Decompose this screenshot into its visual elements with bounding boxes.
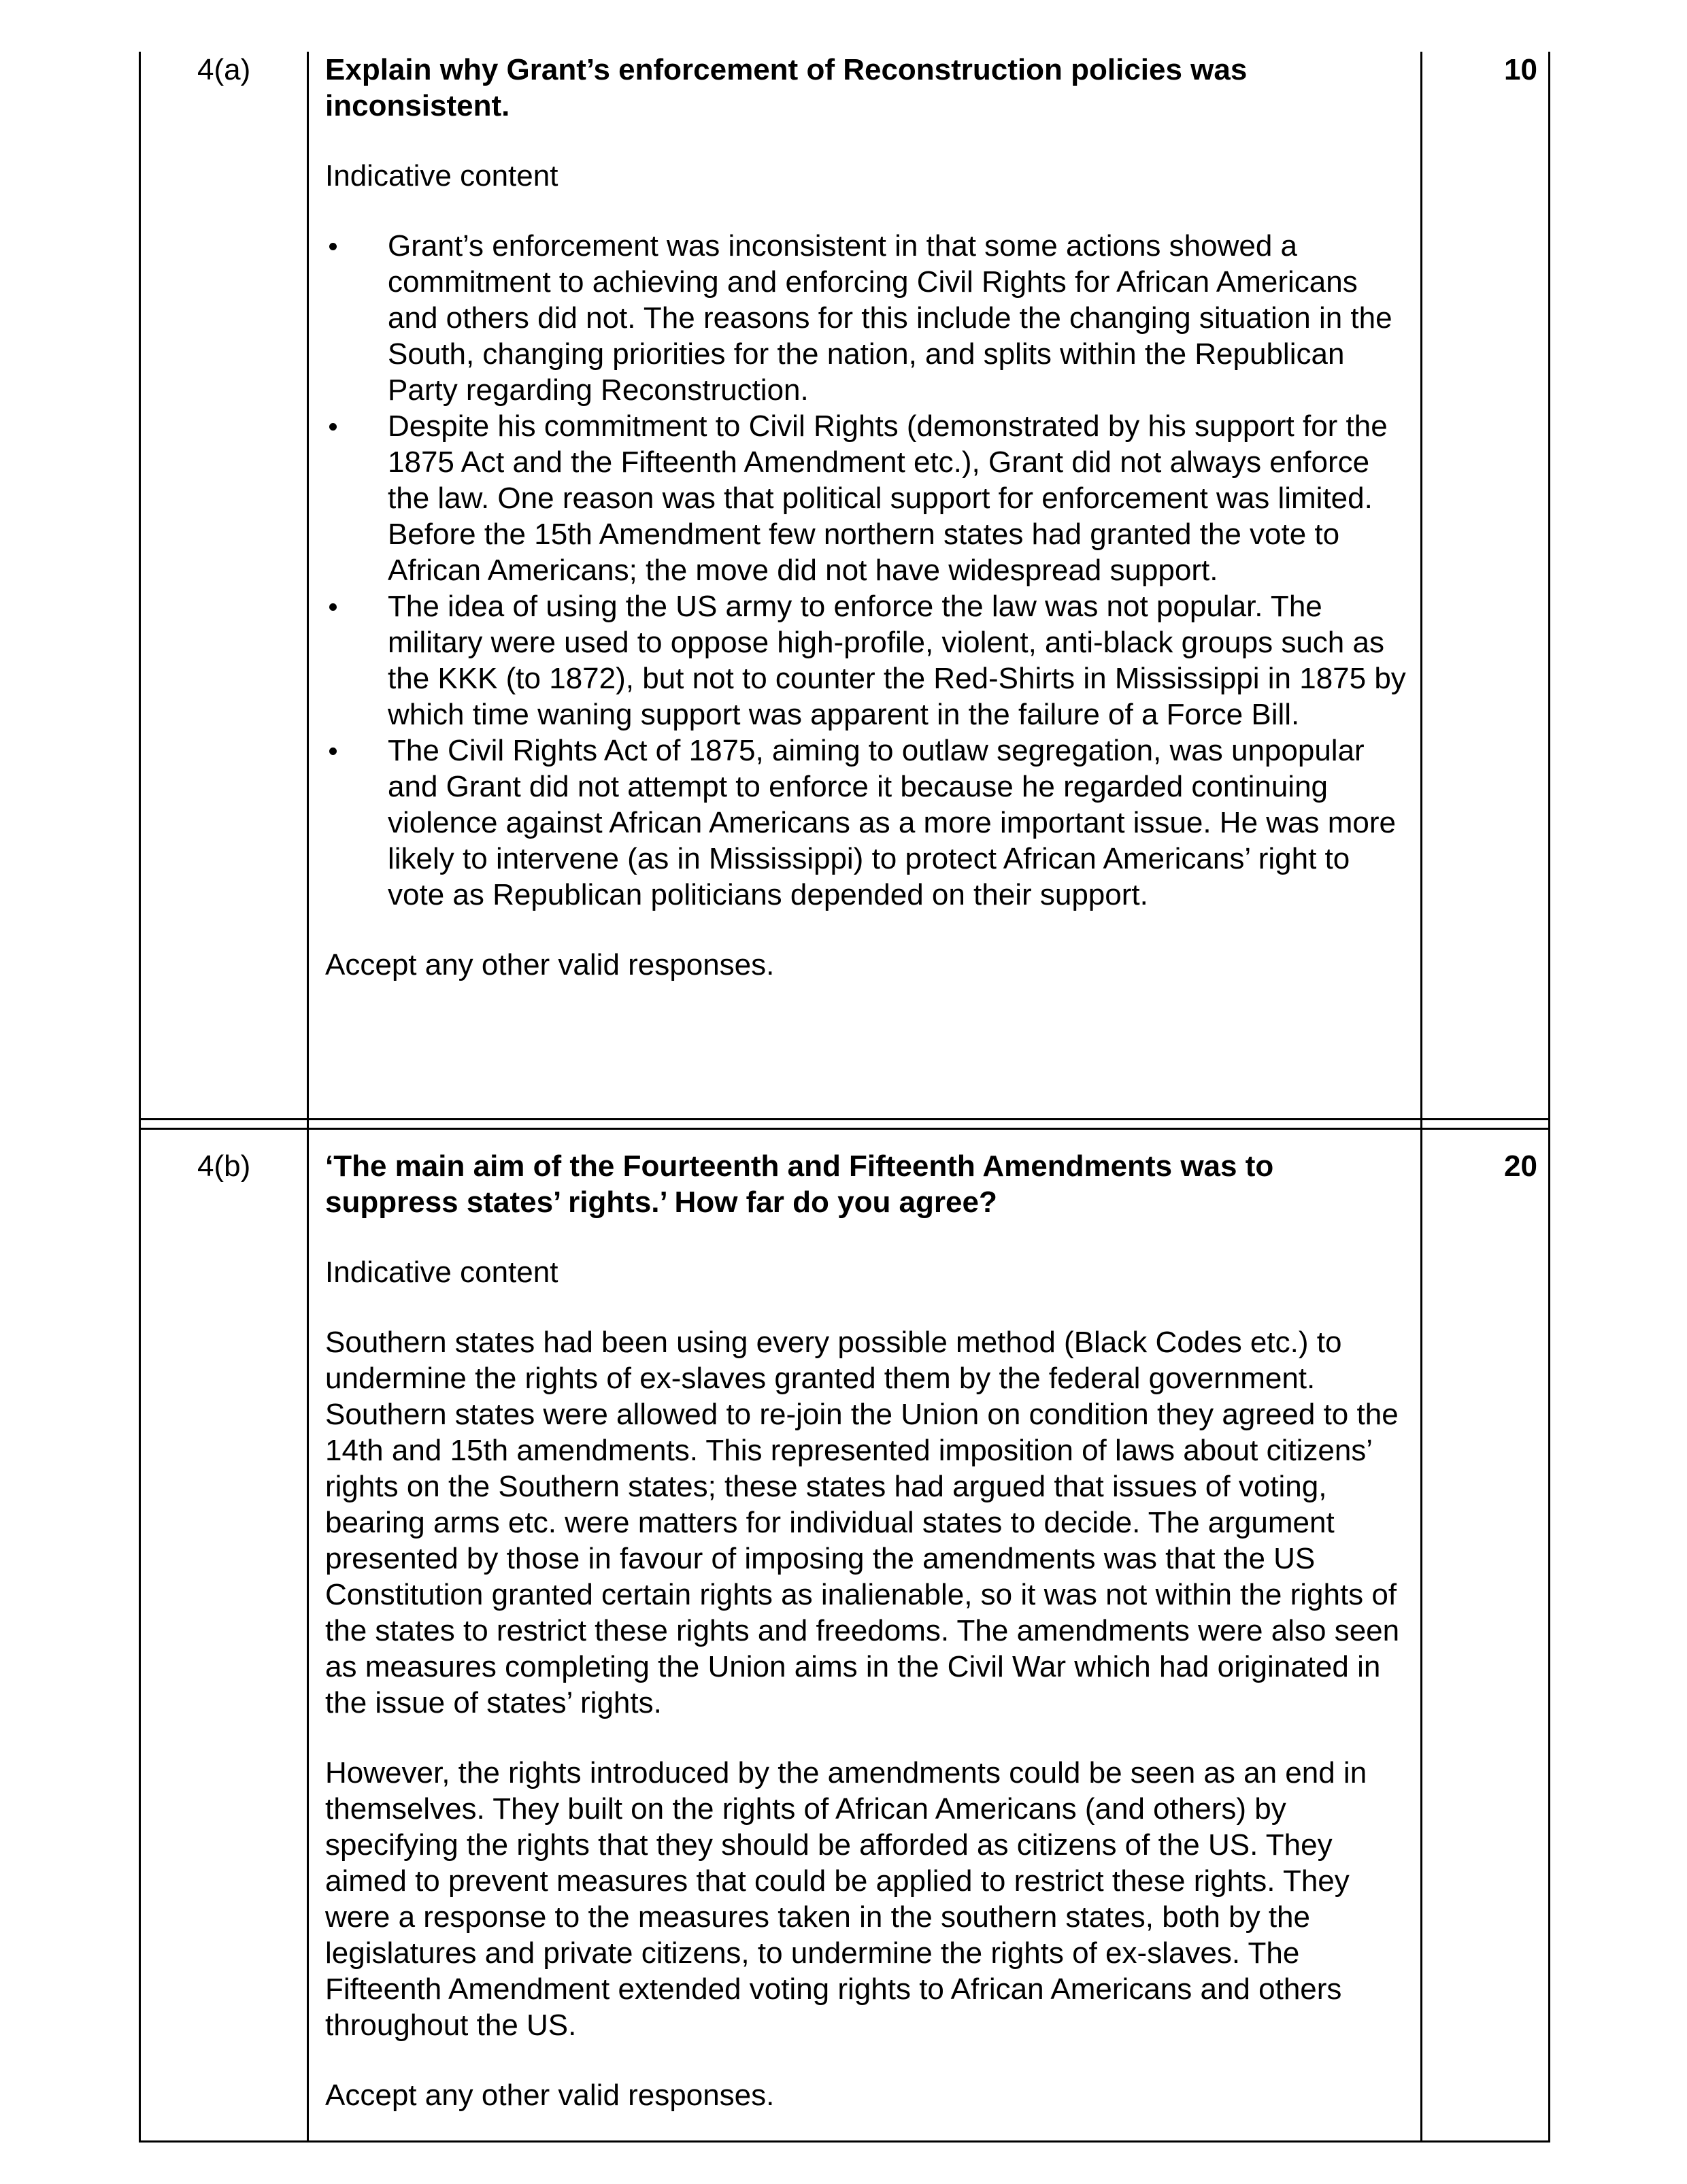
list-item — [325, 588, 1414, 733]
row-separator-bottom-rule — [139, 1128, 1550, 1130]
bullet-text: The Civil Rights Act of 1875, aiming to outlaw segregation, was unpopular and Grant did not attempt to enforce it because he regarded continuing violence against African Americans as a more important issue. He was more likely to intervene (as in Mississippi) to protect African Americans’ right to vote as Republican politicians depended on their support. — [388, 734, 1396, 911]
row-4b-content — [325, 1148, 1414, 2113]
accept-note-4a: Accept any other valid responses. — [325, 948, 775, 981]
accept-note-4b: Accept any other valid responses. — [325, 2079, 775, 2112]
marks-4b: 20 — [1504, 1149, 1537, 1183]
marks-4a: 10 — [1504, 53, 1537, 86]
paragraph-4b-1: Southern states had been using every possible method (Black Codes etc.) to undermine the rights of ex-slaves granted them by the federal government. Southern states were allowed to re-join the Union on condition they agreed to the 14th and 15th amendments. This represented imposition of laws about citizens’ rights on the Southern states; these states had argued that issues of voting, bearing arms etc. were matters for individual states to decide. The argument presented by those in favour of imposing the amendments was that the US Constitution granted certain rights as inalienable, so it was not within the rights of the states to restrict these rights and freedoms. The amendments were also seen as measures completing the Union aims in the Civil War which had originated in the issue of states’ rights. — [325, 1326, 1400, 1719]
table-column-divider-marks — [1420, 52, 1422, 2143]
bullet-text: Grant’s enforcement was inconsistent in that some actions showed a commitment to achieving and enforcing Civil Rights for African Americans and others did not. The reasons for this include the changing situation in the South, changing priorities for the nation, and splits within the Republican Party regarding Reconstruction. — [388, 229, 1392, 407]
question-number-4b: 4(b) — [197, 1149, 251, 1183]
question-number-4a: 4(a) — [197, 53, 251, 86]
row-separator-top-rule — [139, 1118, 1550, 1120]
list-item — [325, 408, 1414, 588]
indicative-content-label-4b: Indicative content — [325, 1256, 558, 1289]
paragraph-4b-2: However, the rights introduced by the amendments could be seen as an end in themselves. They built on the rights of African Americans (and others) by specifying the rights that they should be afforded as citizens of the US. They aimed to prevent measures that could be applied to restrict these rights. They were a response to the measures taken in the southern states, both by the legislatures and private citizens, to undermine the rights of ex-slaves. The Fifteenth Amendment extended voting rights to African Americans and others throughout the US. — [325, 1756, 1367, 2042]
table-left-border — [139, 52, 141, 2143]
list-item — [325, 733, 1414, 913]
table-right-border — [1548, 52, 1550, 2143]
table-bottom-border — [139, 2140, 1550, 2143]
bullet-text: Despite his commitment to Civil Rights (demonstrated by his support for the 1875 Act and the Fifteenth Amendment etc.), Grant did not always enforce the law. One reason was that political support for enforcement was limited. Before the 15th Amendment few northern states had granted the vote to African Americans; the move did not have widespread support. — [388, 409, 1388, 587]
row-4a-content — [325, 52, 1414, 983]
bullet-text: The idea of using the US army to enforce the law was not popular. The military were used to oppose high-profile, violent, anti-black groups such as the KKK (to 1872), but not to counter the Red-Shirts in Mississippi in 1875 by which time waning support was apparent in the failure of a Force Bill. — [388, 590, 1406, 731]
table-column-divider-number — [307, 52, 309, 2143]
question-4b-text: ‘The main aim of the Fourteenth and Fifteenth Amendments was to suppress states’ rights.’ How far do you agree? — [325, 1149, 1274, 1219]
bullet-list-4a — [325, 228, 1414, 913]
indicative-content-label-4a: Indicative content — [325, 159, 558, 192]
list-item — [325, 228, 1414, 408]
question-4a-text: Explain why Grant’s enforcement of Reconstruction policies was inconsistent. — [325, 53, 1248, 122]
